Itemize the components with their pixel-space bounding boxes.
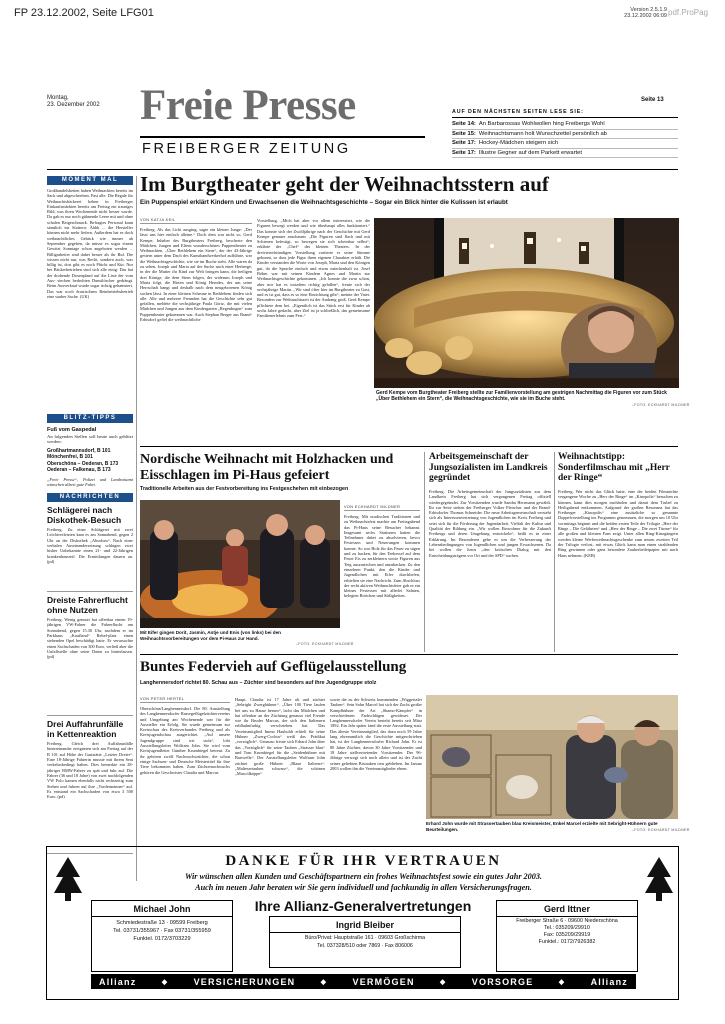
toc-item-text: Illustre Gegner auf dem Parkett erwartet	[478, 149, 582, 156]
diamond-icon-3: ◆	[439, 978, 447, 986]
masthead-rule	[140, 136, 425, 138]
ad-line1: Wir wünschen allen Kunden und Geschäftspartnern ein frohes Weihnachtsfest sowie ein gutes Jahr 2003.	[185, 872, 542, 881]
buntes-col3: sowie die zu der Schweiz kommenden „Wiggertaler Tauben“. Sein Sohn Marcel hat sich der Zucht großer Kampfhühner der Art „Shamo-Kämpfer“ in verschiedenen Farbschlägen gewidmet. Der Langhennersdorfer Verein besteht bereits seit März 1892. Ein Jahr später fand die erste Ausstellung statt. Das älteste Vereinsmitglied, das dazu noch 59 Jahre lang ehrenamtlich die Geschichte mitgeschrieben hat, ist der Langhennersdorfer Richard John. Er ist 80 Jahre Züchter, davon 30 Jahre Vorsitzender und 18 Jahre stellvertretender Vorsitzender. Der 96-Jährige versorgt sich noch allein und ist der Zucht seiner geliebten Bistauben treu geblieben. Im Januar 2003 wollen ihn die Vereinsmitglieder ehren.	[330, 697, 422, 771]
moment-mal-heading: MOMENT MAL	[47, 176, 133, 185]
news-item	[47, 596, 133, 716]
film-headline: Weihnachtstipp: Sonderfilmschau mit „Herr der Ringe“	[558, 452, 670, 483]
toc-item-page: Seite 17:	[452, 140, 476, 147]
sidebar	[47, 176, 133, 854]
film-text: Freiberg. Wer nicht das Glück hatte, eine der beiden Filmnächte vergangene Woche zu „Herr der Ringe“ im „Kinopolis“ besuchen zu können, kann dies morgen nachholen und damit dem Trubel zu Heiligabend entkommen. Aufgrund der großen Resonanz hat das Freiberger „Kinopolis“ eine zusätzliche so genannte Doppelvorstellung ins Programm genommen, die morgen um 10 Uhr vormittags beginnt und die beiden ersten Teile der Trilogie „Herr der Ringe – Die Gefährten“ und „Herr der Ringe – Die zwei Türme“ für alle großen und kleinen Fans zeigt. Unter allen Ring-Kinogängern werden kleine Werbeweihnachtsgeschenke zum neuen zweiten Teil der Trilogie verlost, mit etwas Glück kann man einen strahlenden Ring gewinnen oder ganz besondere Zauberbeileipapier mit nach Haus nehmen. (KEB)	[558, 489, 678, 558]
agent-2-line-1: Büro/Privat: Hauptstraße 161 · 09603 Großschirma	[304, 935, 426, 941]
toc-item[interactable]	[452, 139, 678, 149]
date-weekday: Montag,	[47, 95, 69, 101]
toc-item-text: Hockey-Mädchen steigern sich	[478, 140, 559, 147]
pi-haus-credit: –FOTO: ECKHARDT MILDNER	[296, 642, 354, 646]
col-divider-1	[424, 452, 425, 652]
col-divider-2	[554, 452, 555, 652]
allianz-logo-left: Allianz	[99, 976, 137, 987]
main-article-col1: Freiberg. Als das Licht ausging, sagte ein kleiner Junge: „Der lässt uns hier einfach alleine.“ Doch dem war nicht so, Gerd Kempe, Inhaber des Burgtheaters Freiberg, bescherte den Mädchen, Jungen und Eltern wunderschönes Puppentheater zu Weihnachten. „Über Bethlehem ein Stern“, der der 43-Jährige gestern unter dem Dach des Kunsthandwerkerhof aufführte, war die Weihnachtsgeschichte, wie sie im Buche steht. Alle waren da zu sehen, Joseph und Maria auf der Suche nach einer Herberge, in der die Mutter ihr Kind zur Welt bringen kann, die heiligen drei Könige, die dem Stern folgen, der widerum Joseph und Maria folgt, die Hirten und König Herodes, der um seine Herrschaft bangt und deshalb nach dem neugeborenen König suchen lässt. In einer kleinen Scheune in Bethlehem finden sich alle. Alle und mehrere Freunden hat die Geschichte sehr gut gefallen, meldete die sechsjährige Paula Görtz, die mit vielen Mädchen und Jungen aus dem Kindergarten „Regenbogen“ zum Puppentheater gekommen war. Auch Stephan Berger aus Brand-Erbisdorf gefiel die weihnachtliche	[140, 227, 252, 323]
agent-card-1	[91, 900, 233, 972]
ag-headline: Arbeitsgemeinschaft der Jungsozialisten im Landkreis gegründet	[429, 452, 548, 483]
bar-vorsorge: VORSORGE	[471, 976, 534, 987]
pi-haus-caption: Mit Eifer gingen Dorit, Jasmin, Antje und Enis (von links) bei den Weihnachtsvorbereitungen vor dem Pi-Haus zur Hand.	[140, 630, 281, 641]
buntes-subhead: Langhennersdorf richtet 80. Schau aus – Züchter sind besonders auf ihre Jugendgruppe stolz	[140, 680, 377, 686]
nachrichten-heading: NACHRICHTEN	[47, 493, 133, 502]
blitz-tipps-heading: BLITZ-TIPPS	[47, 414, 133, 423]
agent-3-line-4: Funktel.: 0172/7926382	[538, 939, 596, 945]
blitz-item: Oederan – Falkenau, B 173	[47, 467, 111, 474]
news-item-text: Freiberg. Gleich drei Auffahrunfälle hintereinander ereigneten sich am Freitag auf der B 101 auf Höhe der Gaststätte „Letzter Dreier“. Eine 18-Jährige Fahrerin musste mit ihrem Seat verkehrsbedingt halten. Dies bemerkte ein 28-jähriger BMW-Fahrer zu spät und fuhr auf. Die Fahrer (36 und 18 Jahre) von zwei nachfolgenden VW Polo kamen ebenfalls nicht rechtzeitig zum Stehen und fuhren auf ihre „Vordermänner“ auf. Es entstand ein Sachschaden von etwa 3 500 Euro. (pd)	[47, 741, 133, 800]
news-item-title: Schlägerei nach Diskothek-Besuch	[47, 505, 122, 525]
version-date: 23.12.2002 06:09	[624, 13, 667, 19]
poultry-caption: Erhard John wurde mit Strassertauben blau Kreismeister, Enkel Marcel erzielte mit Sebright-Hühnern gute Beurteilungen.	[426, 821, 658, 832]
buntes-col2: Haupt. Claudia ist 17 Jahre alt und züchtet „Sebright Zwerghühner“. „Über 100 Tiere laufen bei uns zu Hause herum“, lacht das Mädchen und hat offenbar an der Züchtung genauso viel Freude wie ihr Bruder Marcus, der sich den Italienern erblhuhnfarbig verschrieben hat. Das Vereinsmitglied Immo Hauboldt erhielt für seine Hühner „Zwerg-Cochin“ weiß das Prädikat „vorzüglich“. Genauso freute sich Erhard John über das „Vorzüglich“ für seine Tauben „Strasser blau“ und Tom Krumbiegel für die „Seidenhühner mit Bartwelle“. Der Ausstellungsleiter Wolfram John züchtet große Hühner „Blaue Italiener“. „Maltesertauben schwarz“, die schönen „Muscölköppe“	[235, 697, 325, 777]
ad-line2: Auch im neuen Jahr beraten wir Sie gern individuell und fachkundig in allen Versicherungsfragen.	[195, 883, 532, 892]
toc-item-page: Seite 14:	[452, 121, 476, 127]
pi-haus-photo	[140, 500, 340, 628]
version-label: Version 2.5.1.9	[630, 7, 667, 13]
page-id: FP 23.12.2002, Seite LFG01	[14, 7, 154, 19]
date-full: 23. Dezember 2002	[47, 102, 100, 108]
toc-item-page: Seite 15:	[452, 130, 476, 137]
allianz-ad	[46, 846, 679, 1000]
buntes-byline: VON PETER HERTEL	[140, 697, 230, 703]
main-subhead: Ein Puppenspiel erklärt Kindern und Erwachsenen die Weihnachtsgeschichte – Sogar ein Blick hinter die Kulissen ist erlaubt	[140, 199, 508, 206]
theater-credit: –FOTO: ECKHARDT MILDNER	[632, 403, 690, 407]
version-info	[610, 7, 667, 19]
news-item-text: Freiberg. Wenig genutzt hat offenbar einem 19-jährigen VW-Fahrer die Fahrerflucht am Sonnabend, gegen 15.30 Uhr, nachdem er im Parkhaus „Kaufland“ Rebel-platz einen stehenden Opel beschädigt hatte. Er verursachte einen Sachschaden von 300 Euro, verließ aber die Unfallstelle ohne seine Daten zu hinterlassen. (pd)	[47, 617, 133, 660]
nordic-text: Freiberg. Mit nordischen Traditionen und zu Weihnachtsfest machte am Freitagabend das Pi-Haus seine Besucher bekannt. Insgesamt sechs Stationen hatten die Teilnehmer dabei zu absolvieren, bevor Festessen und Neuerungen kommen konnte. So war Holz für das Feuer zu sägen und zu hacken, für den Teekessel auf dem Feuer Eis zu zerkleinern sowie Figuren aus Teig auszustechen und anzubacken. Zu den einzelnen Punkt, den die Kinder und Jugendlichen mit Eifer durchliefen, erhielten sie eine Nachricht. Zum Abschluss der recht aktiven Weihnachtsfeier gab es ein kleines Festessen mit allerlei Salaten, belegten Brötchen und Süßigkeiten.	[344, 514, 420, 599]
masthead-title: Freie Presse	[140, 82, 356, 129]
toc-item-page: Seite 17:	[452, 149, 476, 156]
main-article-col2: Vorstellung. „Mich hat aber vor allem interessiert, wie die Figuren bewegt werden und wie überhaupt alles funktioniert.“ Das konnte sich der Zwölfjährige nach der Geschichte mit Gerd Kempe genauer anschauen. „Die Figuren sind flach und mit Schienen befestigt, so bewegen sie sich scheinbar selbst“, erklärte der „Chef“ des kleinen Theaters. In der dreiviertelstündigen Vorstellung variierte er seine Stimme gekonnt, so dass jede Figur ihren eigenen Charakter erhält. Die Kinder verstanden die Worte von Joseph, Maria und den Königen gut, da die Sprache einfach und etwas märchenhaft ist. Josef Böhm war mit seinen Kindern Agnes und Martin zur Weihnachtsgeschichte gekommen. „Ich konnte die zwar schon, aber mir hat es trotzdem richtig gefallen“, freute sich der sechsjährige Martin. „Wir sind öfter hier im Burgtheater zu Gast, und es ist gut, dass es so eine Einrichtung gibt“, meinte der Vater. Besonders zur Weihnachtszeit ist der Andrang groß. Gerd Kempe pflichtete dem bei. „Eigentlich ist das Stück erst für Kinder ab sechs Jahre gedacht, aber Ziel ist ja schließlich, das gemeinsame Familienerlebnis zum Fest.“	[257, 218, 370, 319]
news-item-title: Dreiste Fahrerflucht ohne Nutzen	[47, 595, 128, 615]
main-byline: VON KATJA KEIL	[140, 218, 252, 224]
toc-item[interactable]	[452, 120, 678, 130]
blitz-subheading: Fuß vom Gaspedal	[47, 427, 97, 433]
ag-text: Freiberg. Die Arbeitsgemeinschaft der Jungsozialisten aus dem Landkreis Freiberg hat sich vergangenen Freitag offiziell wiedergegründet. Zur Vorsitzenden wurde Sandra Herrmann gewählt. Ihr zur Seite stehen der Freiberger Volker Fleischer und der Brand-Erbisdorfer Thomas Schneider. Die neue Arbeitsgemeinschaft versteht sich als Interessenvertretung von Jugendlichen im Kreis Freiberg und setzt sich für die Förderung der Jugendarbeit. Vielfalt der Kultur und Qualität der Bildung ein. „Wir wollen Einwohner für die Zukunft Freibergs und deren Umgebung entwickeln“, heißt es in einer Erklärung. Im Besonderen gehe es um die Verbesserung der Lebensbedingungen von Jugendlichen und jungen Erwachsenen. Da bei wollen die Jusos „den kritischen Dialog mit den Entscheidungsträgern vor Ort und der SPD“ suchen.	[429, 489, 551, 558]
moment-mal-text: Großhandelsketten haben Weihnachten bereits im Sack und abgeschrieben. Fast alle. Die Regale für Weihnachtsbäckerei heben in Freiberger Einkaufsmärkten bereits am Freitag ein trauriges Bild, was ihren Wochenende nicht besser wurde. Da gab es nur noch gähnende Leere mit und ohne schalen Beigeschmack. Befragtes Personal kann sämtlich ins Stottern: Ähhh ... die Hersteller können nicht mehr liefern. Außerdem hat es doch weihnachtliches Gebäck wie immer ab September gegeben, da müsse es sogar einem Gewitzt Sonntage schon angeboten werden ... Billigarbeiter sind dabei besser als ihr Ruf. Die wissen nicht nur, was Recht, sondern auch, was billig ist, dort gibt es noch Pfücht und Kür. Nur bei Bäckerbetrieben sind sich alle einig: Das hat der drohende Dosenpfand auf die Liste der vom Aus- stechen bedrohten Dunstlöscher gedrängt. Beim Ausverkauf wurde sogar richtig gehamstert. Das war noch drastischem Reinbetriebsbetrieb eine sauber Sache. (UK)	[47, 188, 133, 299]
agent-2-line-2: Tel. 037328/510 oder 7869 · Fax 806006	[317, 942, 413, 949]
toc-item-text: Weihnachtsmann holt Wunschzettel persönlich ab	[478, 130, 607, 137]
agent-name-2: Ingrid Bleiber	[270, 920, 460, 933]
masthead-subtitle: FREIBERGER ZEITUNG	[142, 141, 351, 157]
ad-center-title: Ihre Allianz-Generalvertretungen	[254, 898, 472, 914]
nordic-byline: VON ECKHARDT MILDNER	[344, 505, 420, 511]
news-item	[47, 720, 133, 854]
blitz-item: Mönchenfrei, B 101	[47, 454, 93, 461]
diamond-icon: ◆	[161, 978, 169, 986]
theater-photo	[374, 218, 679, 388]
blitz-intro: An folgenden Stellen soll heute auch geblitzt werden:	[47, 434, 133, 445]
nordic-headline: Nordische Weihnacht mit Holzhacken und Eisschlagen im Pi-Haus gefeiert	[140, 452, 394, 483]
diamond-icon-2: ◆	[320, 978, 328, 986]
toc-item[interactable]	[452, 149, 678, 159]
agent-1-line-1: Schmiedestraße 13 · 09599 Freiberg	[116, 920, 208, 926]
bar-vermoegen: VERMÖGEN	[352, 976, 415, 987]
christmas-tree-icon-right	[644, 855, 674, 905]
watermark: pdf.ProPag	[668, 8, 709, 17]
news-item-text: Freiberg. Zu einer Schlägerei mit zwei Leichtverletzten kam es am Sonnabend, gegen 2 Uhr an der Diskothek „Absolom“. Nach einer verbalen Auseinandersetzung schlugen zwei bisher Unbekannte einen 21- und 22-Jährigen krankenhausreif. Die Ermittlungen dauern an. (pd)	[47, 527, 133, 564]
allianz-bar	[91, 974, 636, 989]
blitz-item: Oberschöna – Oederan, B 173	[47, 460, 119, 467]
agent-3-line-3: Fax: 035209/29919	[543, 932, 591, 938]
content-rule	[47, 169, 678, 170]
issue-date	[47, 95, 100, 109]
toc-item[interactable]	[452, 130, 678, 140]
toc-box	[452, 109, 678, 164]
sidebar-divider	[136, 176, 137, 881]
agent-card-3	[496, 900, 638, 972]
section-rule	[140, 446, 678, 447]
bar-versicherungen: VERSICHERUNGEN	[193, 976, 296, 987]
allianz-logo-right: Allianz	[590, 976, 628, 987]
agent-card-2	[269, 916, 461, 968]
news-item	[47, 506, 133, 592]
agent-name-3: Gerd Ittner	[497, 904, 637, 917]
theater-caption: Gerd Kempe vom Burgtheater Freiberg stellte zur Familienvorstellung am gestrigen Nachmittag die Figuren vor zum Stück „Über Bethlehem ein Stern“, die Weihnachtsgeschichte, wie sie im Buche steht.	[376, 390, 667, 402]
agent-1-line-2: Tel. 03731/355967 · Fax 03731/355959	[113, 928, 211, 934]
page-number: Seite 13	[641, 97, 664, 103]
ad-headline: DANKE FÜR IHR VERTRAUEN	[225, 853, 502, 869]
main-headline: Im Burgtheater geht der Weihnachtsstern auf	[140, 172, 549, 196]
agent-3-line-1: Freiberger Straße 6 · 09600 Niederschöna	[516, 918, 618, 924]
news-item-title: Drei Auffahrunfälle in Kettenreaktion	[47, 719, 124, 739]
blitz-item: Großhartmannsdorf, B 101	[47, 447, 111, 454]
agent-1-line-3: Funktel. 0172/3703229	[133, 936, 191, 942]
blitz-note: „Freie Presse“, Polizei und Landratsamt wünschen allzeit gute Fahrt.	[47, 476, 133, 487]
buntes-headline: Buntes Federvieh auf Geflügelausstellung	[140, 659, 407, 675]
agent-3-line-2: Tel.: 035209/29910	[544, 925, 590, 931]
toc-item-text: An Barbarossas Wohlwollen hing Freibergs Wohl	[478, 121, 605, 127]
nordic-subhead: Traditionelle Arbeiten aus der Festvorbereitung ins Festgeschehen mit einbezogen	[140, 486, 349, 492]
poultry-credit: –FOTO: ECKHARDT MILDNER	[632, 828, 690, 832]
poultry-photo	[426, 695, 678, 819]
diamond-icon-4: ◆	[558, 978, 566, 986]
toc-heading: AUF DEN NÄCHSTEN SEITEN LESE SIE:	[452, 109, 678, 118]
christmas-tree-icon	[53, 855, 83, 905]
buntes-col1: Oberschöna/Langhennersdorf. Die 80. Ausstellung des Langhennersdorfer Rassegeflügelzüchtervereins und Umgebung am Wochenende war für die Aussteller ein Erfolg. Sie wurde gemeinsam zur Kreisschau des Kreisverbandes Freiberg und als Kreisjugendschau ausgerichtet. „Auf unsere Jugendgruppe sind wir stolz“, lobt Ausstellungsleiter Wolfram John. Sie wird vom Kreisjugendleiter Günther Krumbiegel betreut. Zu ihr gehören zwölf Nachwuchszüchter, die schon einige Sachsen- und Deutsche Meistertitel für ihre Tiere bekommen haben. Zum Züchternachwuchs gehören die Geschwister Claudia und Marcus	[140, 706, 230, 775]
section-rule-2	[140, 654, 678, 655]
agent-name-1: Michael John	[92, 904, 232, 917]
